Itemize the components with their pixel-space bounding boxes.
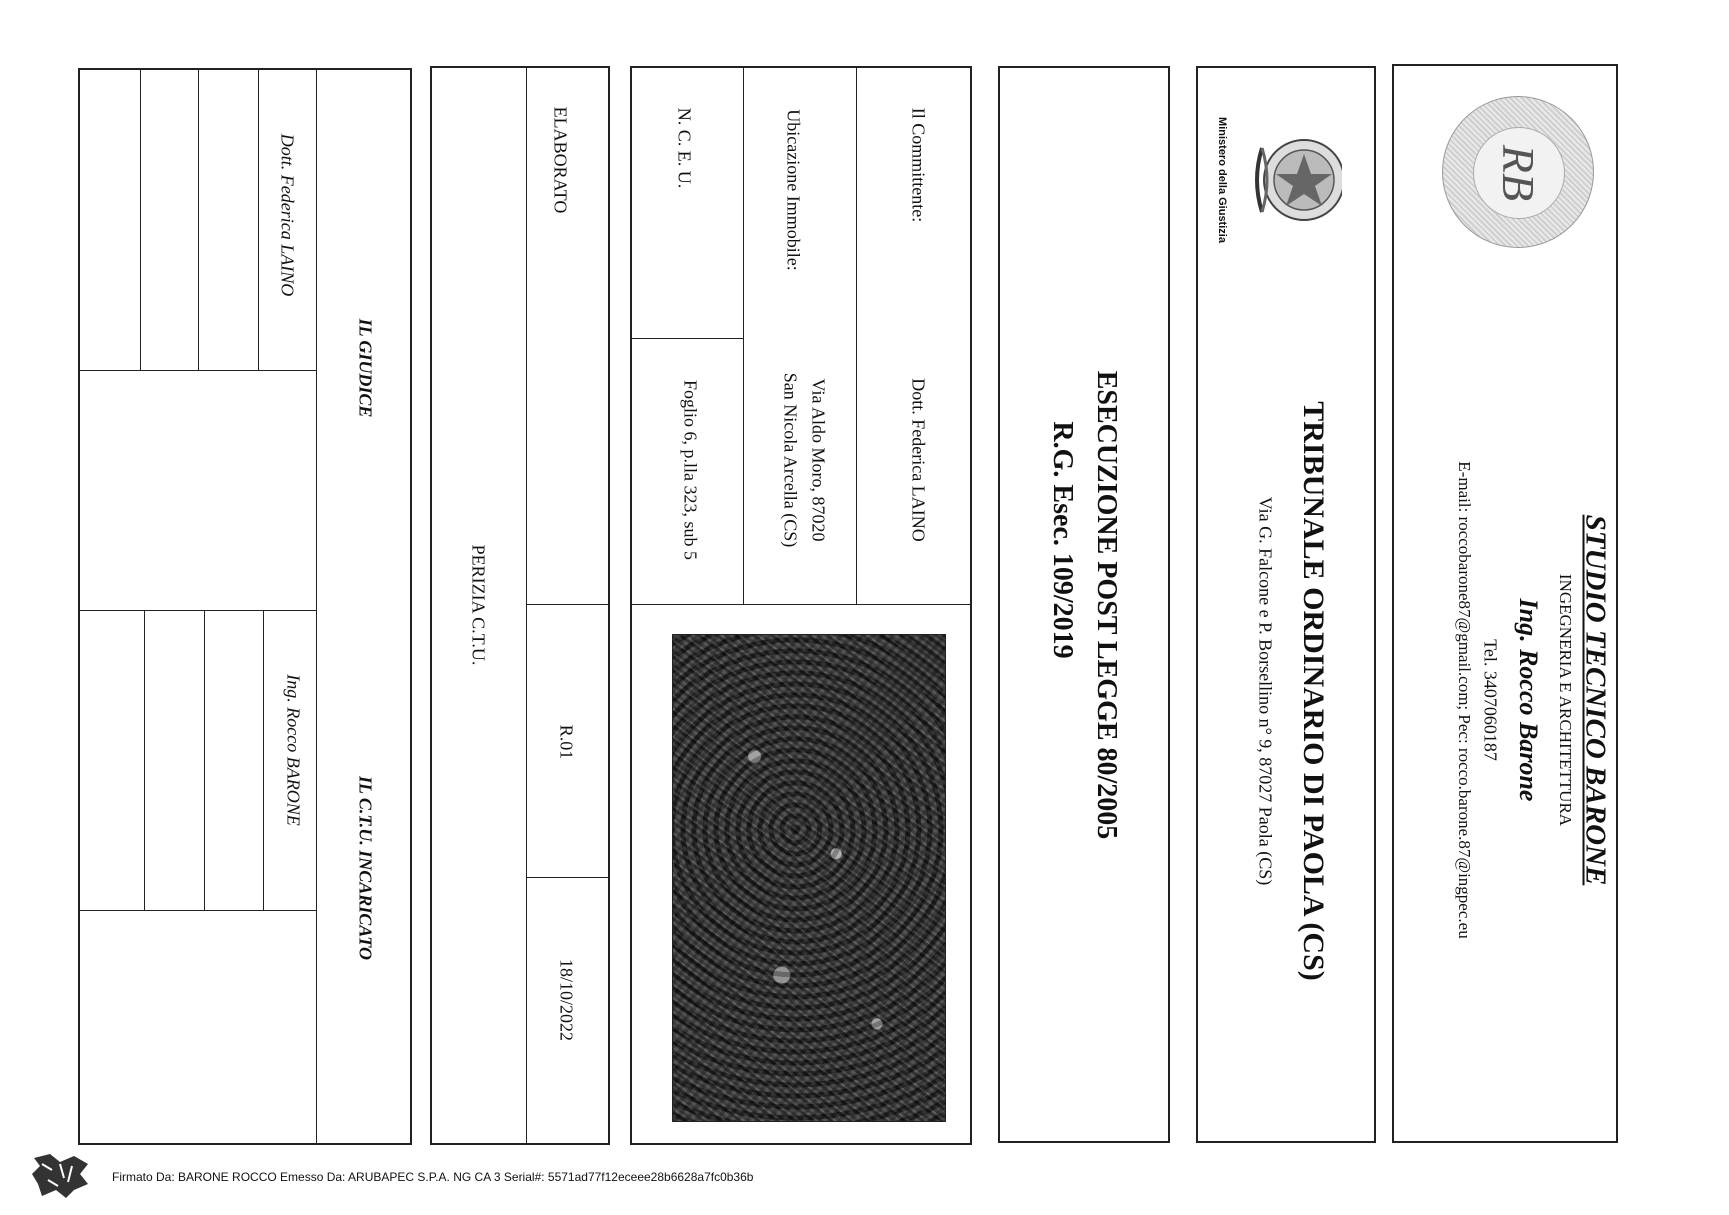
ubicazione-line2: San Nicola Arcella (CS) bbox=[780, 372, 801, 548]
ctu-title: IL C.T.U. INCARICATO bbox=[355, 776, 376, 960]
studio-email: E-mail: roccobarone87@gmail.com; Pec: rocco.barone.87@ingpec.eu bbox=[1455, 461, 1474, 939]
elaborato-divider-v bbox=[526, 67, 527, 1144]
esecuzione-panel bbox=[998, 66, 1170, 1143]
esecuzione-number: R.G. Esec. 109/2019 bbox=[1047, 421, 1078, 659]
signatures-divider-h1 bbox=[79, 370, 316, 371]
giudice-name: Dott. Federica LAINO bbox=[277, 133, 298, 297]
committente-value: Dott. Federica LAINO bbox=[908, 378, 929, 542]
signatures-divider-v6 bbox=[204, 610, 205, 910]
signatures-divider-v5 bbox=[263, 610, 264, 910]
digital-signature-text: Firmato Da: BARONE ROCCO Emesso Da: ARUBAPEC S.P.A. NG CA 3 Serial#: 5571ad77f12eceee28b6628a7fc0b36b bbox=[112, 1170, 754, 1184]
signatures-divider-h2 bbox=[79, 610, 316, 611]
nceu-label: N. C. E. U. bbox=[674, 107, 695, 189]
studio-logo bbox=[1442, 96, 1594, 248]
tribunale-title: TRIBUNALE ORDINARIO DI PAOLA (CS) bbox=[1297, 401, 1330, 981]
elaborato-date: 18/10/2022 bbox=[556, 958, 577, 1042]
signatures-divider-v2 bbox=[258, 69, 259, 370]
studio-title: STUDIO TECNICO BARONE bbox=[1579, 514, 1612, 886]
studio-phone: Tel. 3407060187 bbox=[1480, 639, 1501, 761]
studio-logo-inner bbox=[1473, 127, 1565, 219]
digital-signature-mark bbox=[30, 1150, 92, 1200]
elaborato-panel bbox=[430, 66, 610, 1145]
ministry-label: Ministero della Giustizia bbox=[1216, 117, 1228, 243]
details-divider-v1 bbox=[856, 67, 857, 604]
elaborato-description: PERIZIA C.T.U. bbox=[468, 544, 489, 666]
elaborato-label: ELABORATO bbox=[550, 106, 571, 214]
elaborato-code: R.01 bbox=[556, 724, 577, 760]
ctu-name: Ing. Rocco BARONE bbox=[283, 674, 304, 826]
ministry-emblem bbox=[1232, 118, 1342, 246]
studio-engineer-name: Ing. Rocco Barone bbox=[1514, 598, 1543, 802]
giudice-title: IL GIUDICE bbox=[355, 318, 376, 418]
aerial-photo bbox=[672, 634, 946, 1122]
elaborato-divider-h1 bbox=[527, 604, 609, 605]
studio-subtitle: INGEGNERIA E ARCHITETTURA bbox=[1556, 573, 1575, 827]
details-divider-h bbox=[631, 604, 971, 605]
details-divider-v2 bbox=[743, 67, 744, 604]
signatures-divider-v3 bbox=[198, 69, 199, 370]
signatures-divider-v1 bbox=[316, 69, 317, 1144]
details-label-divider bbox=[631, 338, 743, 339]
studio-logo-monogram: RB bbox=[1493, 144, 1545, 202]
ubicazione-line1: Via Aldo Moro, 87020 bbox=[808, 378, 829, 542]
ubicazione-label: Ubicazione Immobile: bbox=[783, 109, 804, 271]
tribunale-address: Via G. Falcone e P. Borsellino n° 9, 87027 Paola (CS) bbox=[1255, 496, 1276, 886]
esecuzione-title: ESECUZIONE POST LEGGE 80/2005 bbox=[1091, 370, 1122, 840]
nceu-value: Foglio 6, p.lla 323, sub 5 bbox=[680, 379, 701, 561]
signatures-divider-h3 bbox=[79, 910, 316, 911]
signatures-divider-v7 bbox=[144, 610, 145, 910]
committente-label: Il Committente: bbox=[908, 107, 929, 223]
signatures-divider-v4 bbox=[140, 69, 141, 370]
elaborato-divider-h2 bbox=[527, 877, 609, 878]
signatures-panel bbox=[78, 68, 412, 1145]
